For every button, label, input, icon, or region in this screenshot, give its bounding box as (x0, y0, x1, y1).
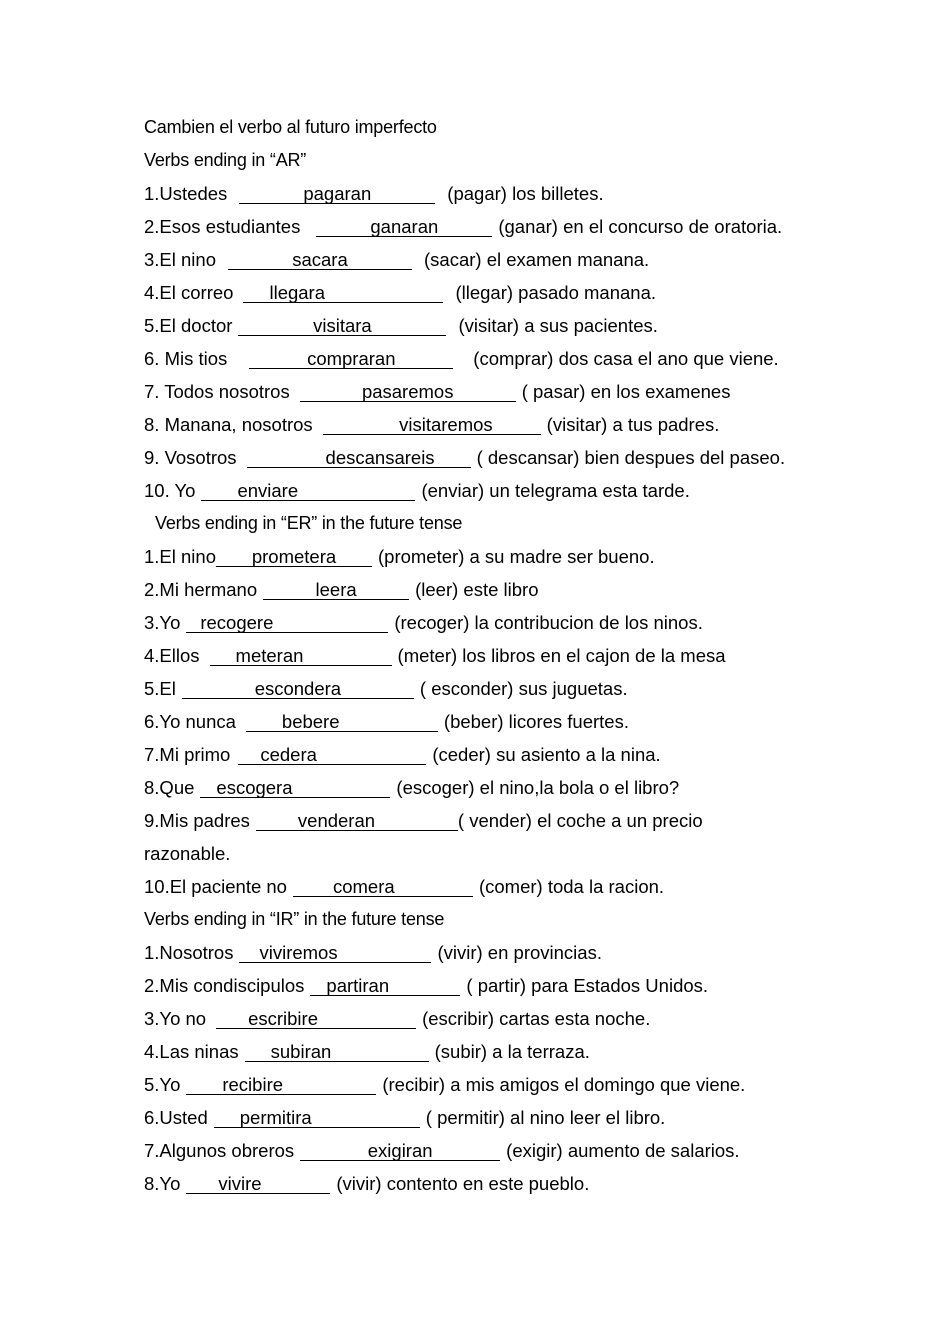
exercise-prompt: 4.El correo (144, 282, 234, 303)
exercise-prompt: 1.Ustedes (144, 183, 228, 204)
exercise-prompt: 4.Ellos (144, 645, 200, 666)
answer-text: vivire (218, 1173, 262, 1194)
exercise-prompt: 2.Esos estudiantes (144, 216, 301, 237)
exercise-prompt: 1.El nino (144, 546, 216, 567)
exercise-rest: (ceder) su asiento a la nina. (432, 744, 661, 765)
answer-blank (245, 1042, 429, 1062)
exercise-prompt: 10. Yo (144, 480, 196, 501)
exercise-rest: (recoger) la contribucion de los ninos. (394, 612, 703, 633)
exercise-prompt: 2.Mi hermano (144, 579, 258, 600)
worksheet (144, 111, 864, 1200)
answer-text: visitaremos (399, 414, 493, 435)
exercise-item (144, 1167, 864, 1200)
exercise-prompt: 8. Manana, nosotros (144, 414, 313, 435)
exercise-prompt: 7. Todos nosotros (144, 381, 290, 402)
section-heading-ir: Verbs ending in “IR” in the future tense (144, 909, 445, 929)
exercise-item (144, 210, 864, 243)
exercise-item (144, 1035, 864, 1068)
exercise-prompt: 5.El doctor (144, 315, 233, 336)
exercise-prompt: 7.Algunos obreros (144, 1140, 295, 1161)
exercise-item (144, 342, 864, 375)
exercise-rest: ( pasar) en los examenes (521, 381, 731, 402)
answer-blank (216, 1009, 416, 1029)
answer-text: viviremos (259, 942, 338, 963)
answer-blank (239, 943, 431, 963)
exercise-rest: (llegar) pasado manana. (455, 282, 657, 303)
exercise-prompt: 5.El (144, 678, 176, 699)
answer-blank (256, 811, 458, 831)
answer-blank (201, 481, 415, 501)
answer-blank (293, 877, 473, 897)
exercise-item (144, 705, 864, 738)
worksheet-title: Cambien el verbo al futuro imperfecto (144, 117, 437, 137)
exercise-item (144, 474, 864, 507)
answer-text: meteran (235, 645, 304, 666)
answer-blank (214, 1108, 420, 1128)
exercise-prompt: 6.Yo nunca (144, 711, 236, 732)
exercise-continuation: razonable. (144, 843, 231, 864)
exercise-prompt: 3.Yo (144, 612, 181, 633)
answer-text: llegara (269, 282, 326, 303)
answer-text: recibire (222, 1074, 284, 1095)
section-heading-ar: Verbs ending in “AR” (144, 150, 307, 170)
exercise-prompt: 4.Las ninas (144, 1041, 239, 1062)
answer-blank (323, 415, 541, 435)
exercise-prompt: 8.Que (144, 777, 195, 798)
exercise-rest: (visitar) a sus pacientes. (458, 315, 658, 336)
exercise-item (144, 969, 864, 1002)
answer-blank (186, 1174, 330, 1194)
answer-text: recogere (200, 612, 274, 633)
answer-blank (310, 976, 460, 996)
exercise-prompt: 9.Mis padres (144, 810, 250, 831)
exercise-prompt: 9. Vosotros (144, 447, 237, 468)
answer-blank: pagaran (239, 184, 435, 204)
exercise-item (144, 1134, 864, 1167)
exercise-item (144, 375, 864, 408)
answer-blank (186, 1075, 376, 1095)
exercise-item (144, 573, 864, 606)
exercise-item (144, 738, 864, 771)
exercise-rest: (beber) licores fuertes. (443, 711, 629, 732)
answer-blank (243, 283, 443, 303)
answer-blank: leera (263, 580, 409, 600)
answer-blank: exigiran (300, 1141, 500, 1161)
exercise-rest: (vivir) contento en este pueblo. (336, 1173, 590, 1194)
exercise-rest: (exigir) aumento de salarios. (506, 1140, 740, 1161)
exercise-rest: ( descansar) bien despues del paseo. (476, 447, 786, 468)
answer-blank: compraran (249, 349, 453, 369)
exercise-item (144, 870, 864, 903)
exercise-rest: (recibir) a mis amigos el domingo que viene. (382, 1074, 746, 1095)
answer-text: subiran (270, 1041, 332, 1062)
exercise-rest: ( permitir) al nino leer el libro. (425, 1107, 666, 1128)
exercise-item (144, 1002, 864, 1035)
exercise-item (144, 408, 864, 441)
exercise-rest: (meter) los libros en el cajon de la mesa (397, 645, 726, 666)
exercise-rest: ( esconder) sus juguetas. (419, 678, 628, 699)
exercise-item (144, 936, 864, 969)
exercise-rest: (pagar) los billetes. (447, 183, 604, 204)
exercise-item (144, 672, 864, 705)
answer-text: permitira (239, 1107, 312, 1128)
exercise-rest: (sacar) el examen manana. (424, 249, 650, 270)
answer-text: venderan (297, 810, 376, 831)
answer-blank (186, 613, 388, 633)
answer-blank (200, 778, 390, 798)
answer-blank: prometera (216, 547, 372, 567)
answer-text: enviare (237, 480, 299, 501)
answer-text: escogera (216, 777, 293, 798)
exercise-item (144, 309, 864, 342)
exercise-prompt: 6. Mis tios (144, 348, 228, 369)
exercise-prompt: 8.Yo (144, 1173, 181, 1194)
exercise-rest: (escribir) cartas esta noche. (422, 1008, 651, 1029)
answer-blank: pasaremos (300, 382, 516, 402)
answer-text: descansareis (325, 447, 435, 468)
answer-blank (247, 448, 471, 468)
exercise-prompt: 3.Yo no (144, 1008, 207, 1029)
exercise-item (144, 1101, 864, 1134)
answer-blank: visitara (238, 316, 446, 336)
exercise-rest: (comprar) dos casa el ano que viene. (473, 348, 779, 369)
exercise-item (144, 243, 864, 276)
answer-text: comera (332, 876, 395, 897)
exercise-item (144, 639, 864, 672)
exercise-prompt: 10.El paciente no (144, 876, 287, 897)
section-heading-er: Verbs ending in “ER” in the future tense (155, 513, 463, 533)
answer-blank: sacara (228, 250, 412, 270)
answer-blank: escondera (182, 679, 414, 699)
exercise-prompt: 7.Mi primo (144, 744, 231, 765)
exercise-prompt: 1.Nosotros (144, 942, 234, 963)
exercise-item (144, 177, 864, 210)
exercise-item (144, 1068, 864, 1101)
exercise-rest: (prometer) a su madre ser bueno. (378, 546, 655, 567)
answer-blank (238, 745, 426, 765)
exercise-item (144, 540, 864, 573)
exercise-rest: ( partir) para Estados Unidos. (466, 975, 709, 996)
exercise-item (144, 771, 864, 804)
answer-blank: ganaran (316, 217, 492, 237)
exercise-rest: ( vender) el coche a un precio (457, 810, 703, 831)
exercise-rest: (ganar) en el concurso de oratoria. (498, 216, 783, 237)
answer-text: partiran (326, 975, 390, 996)
exercise-rest: (vivir) en provincias. (437, 942, 602, 963)
answer-blank (210, 646, 392, 666)
exercise-item (144, 606, 864, 639)
answer-text: cedera (260, 744, 317, 765)
exercise-item (144, 441, 864, 474)
answer-text: escribire (248, 1008, 318, 1029)
exercise-rest: (subir) a la terraza. (434, 1041, 590, 1062)
exercise-rest: (comer) toda la racion. (478, 876, 665, 897)
exercise-rest: (visitar) a tus padres. (546, 414, 720, 435)
exercise-rest: (enviar) un telegrama esta tarde. (421, 480, 690, 501)
exercise-rest: (leer) este libro (415, 579, 539, 600)
answer-text: bebere (281, 711, 340, 732)
exercise-item (144, 804, 864, 837)
answer-blank (246, 712, 438, 732)
exercise-prompt: 5.Yo (144, 1074, 181, 1095)
exercise-prompt: 6.Usted (144, 1107, 208, 1128)
exercise-item (144, 276, 864, 309)
exercise-prompt: 2.Mis condiscipulos (144, 975, 305, 996)
exercise-prompt: 3.El nino (144, 249, 216, 270)
exercise-rest: (escoger) el nino,la bola o el libro? (396, 777, 680, 798)
